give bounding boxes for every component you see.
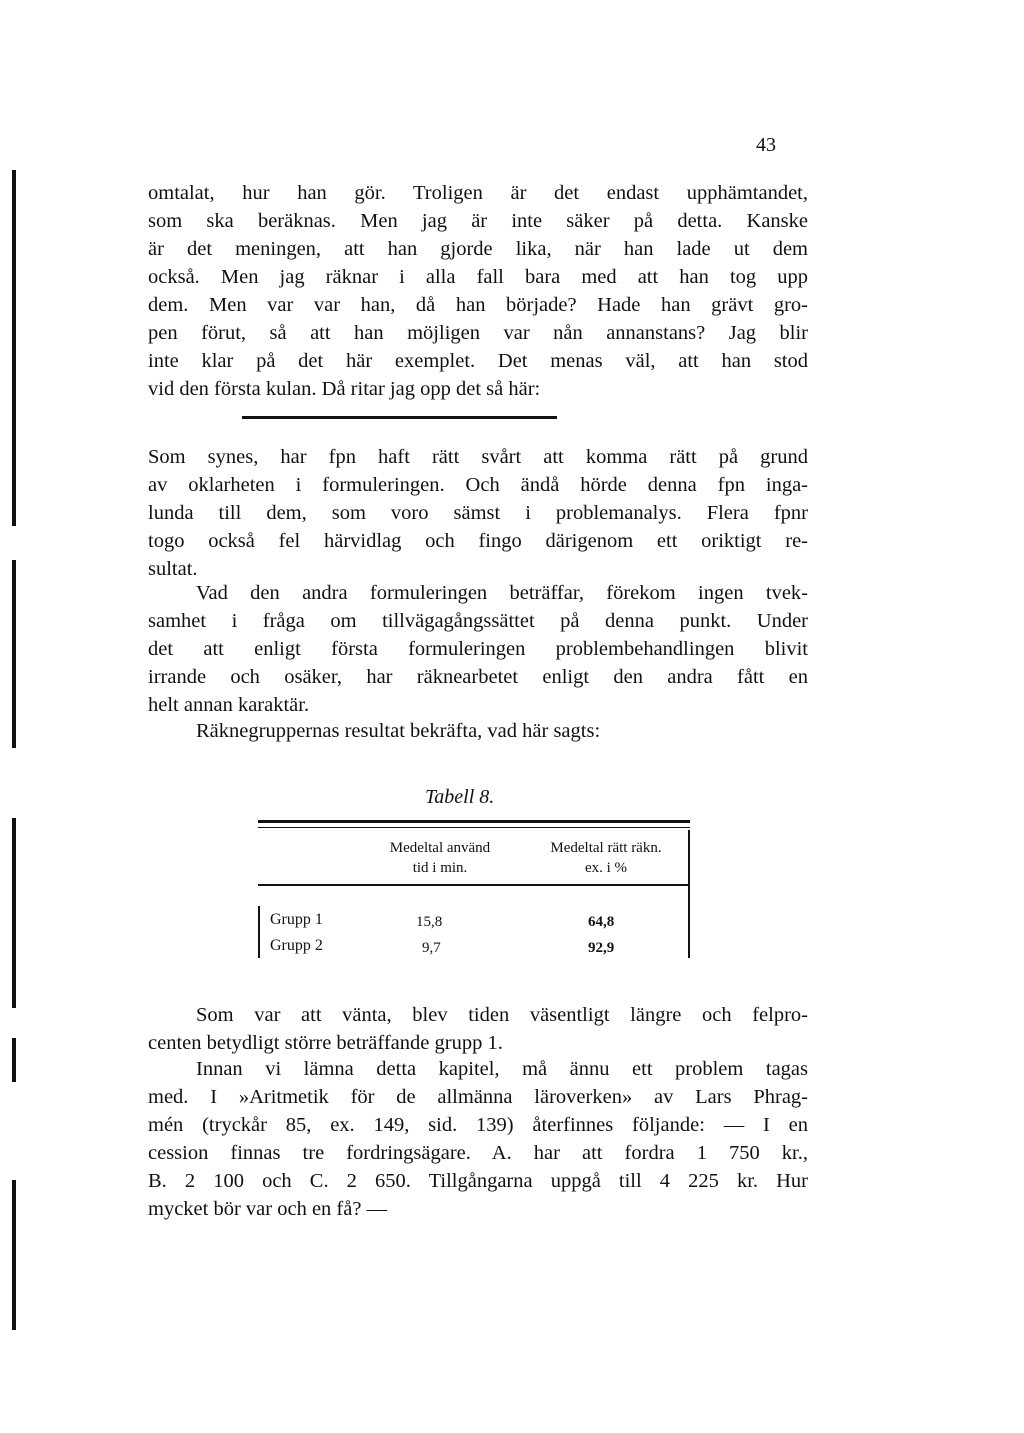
- text-line: sultat.: [148, 558, 198, 580]
- text-line: Innan vi lämna detta kapitel, må ännu ett problem tagas: [196, 1058, 808, 1080]
- text-line: omtalat, hur han gör. Troligen är det endast upphämtandet,: [148, 182, 808, 204]
- text-line: av oklarheten i formuleringen. Och ändå hörde denna fpn inga-: [148, 474, 808, 496]
- scan-edge-bar: [12, 170, 16, 526]
- table-top-rule: [258, 820, 690, 823]
- text-line: inte klar på det här exemplet. Det menas väl, att han stod: [148, 350, 808, 372]
- text-line: med. I »Aritmetik för de allmänna läroverken» av Lars Phrag-: [148, 1086, 808, 1108]
- time-value: 9,7: [422, 940, 441, 956]
- text-line: också. Men jag räknar i alla fall bara med att han tog upp: [148, 266, 808, 288]
- text-line: B. 2 100 och C. 2 650. Tillgångarna uppgå till 4 225 kr. Hur: [148, 1170, 808, 1192]
- column-header: Medeltal använd tid i min.: [389, 840, 491, 876]
- text-line: vid den första kulan. Då ritar jag opp det så här:: [148, 378, 541, 400]
- text-line: lunda till dem, som voro sämst i problemanalys. Flera fpnr: [148, 502, 808, 524]
- text-line: mycket bör var och en få? —: [148, 1198, 388, 1220]
- text-line: togo också fel härvidlag och fingo därigenom ett oriktigt re-: [148, 530, 808, 552]
- text-line: som ska beräknas. Men jag är inte säker på detta. Kanske: [148, 210, 808, 232]
- text-line: samhet i fråga om tillvägagångssättet på denna punkt. Under: [148, 610, 808, 632]
- text-line: cession finnas tre fordringsägare. A. har att fordra 1 750 kr.,: [148, 1142, 808, 1164]
- table-right-border: [688, 830, 690, 958]
- time-value: 15,8: [416, 914, 443, 930]
- table-caption: Tabell 8.: [425, 786, 495, 808]
- table-left-border: [258, 906, 260, 958]
- text-line: Räknegruppernas resultat bekräfta, vad här sagts:: [196, 720, 601, 742]
- scan-edge-bar: [12, 818, 16, 1008]
- table-top-rule: [258, 827, 690, 828]
- text-line: mén (tryckår 85, ex. 149, sid. 139) återfinnes följande: — I en: [148, 1114, 808, 1136]
- text-line: helt annan karaktär.: [148, 694, 310, 716]
- text-line: Som synes, har fpn haft rätt svårt att komma rätt på grund: [148, 446, 808, 468]
- row-label: Grupp 1: [270, 911, 323, 928]
- text-line: centen betydligt större beträffande grupp 1.: [148, 1032, 503, 1054]
- text-line: dem. Men var var han, då han började? Hade han grävt gro-: [148, 294, 808, 316]
- text-line: Som var att vänta, blev tiden väsentligt längre och felpro-: [196, 1004, 808, 1026]
- percent-value: 64,8: [588, 914, 615, 930]
- percent-value: 92,9: [588, 940, 615, 956]
- text-line: är det meningen, att han gjorde lika, när han lade ut dem: [148, 238, 808, 260]
- column-header: Medeltal rätt räkn. ex. i %: [550, 840, 662, 876]
- row-label: Grupp 2: [270, 937, 323, 954]
- scan-edge-bar: [12, 1038, 16, 1082]
- text-line: Vad den andra formuleringen beträffar, förekom ingen tvek-: [196, 582, 808, 604]
- text-line: pen förut, så att han möjligen var nån annanstans? Jag blir: [148, 322, 808, 344]
- text-line: det att enligt första formuleringen problembehandlingen blivit: [148, 638, 808, 660]
- text-line: irrande och osäker, har räknearbetet enligt den andra fått en: [148, 666, 808, 688]
- page-number: 43: [756, 134, 776, 156]
- drawn-line: [242, 416, 557, 419]
- scan-edge-bar: [12, 560, 16, 748]
- table-header-rule: [258, 884, 690, 886]
- scan-edge-bar: [12, 1180, 16, 1330]
